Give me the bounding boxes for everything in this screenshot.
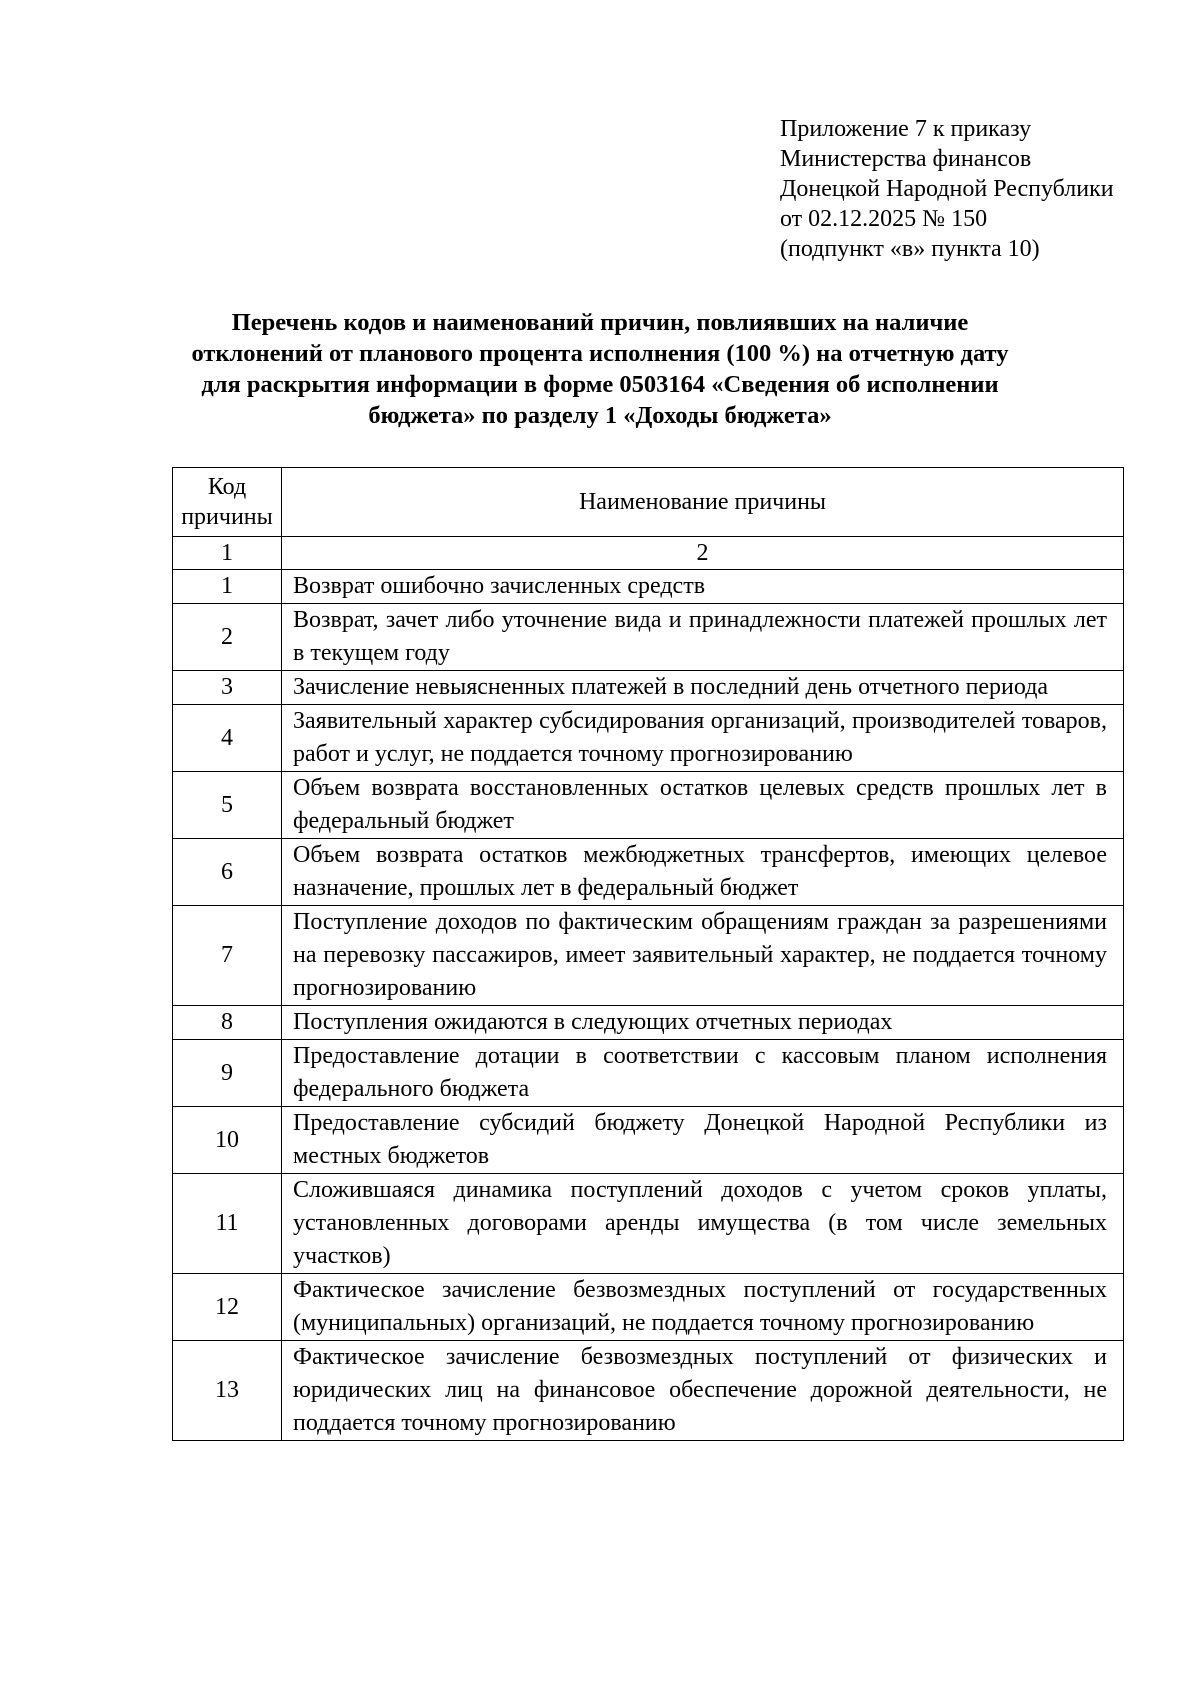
reason-name: Заявительный характер субсидирования организаций, производителей товаров, работ и услуг, не поддается точному прогнозированию	[282, 705, 1124, 772]
table-row	[173, 570, 1124, 604]
reason-code: 4	[173, 705, 282, 772]
numbering-code: 1	[173, 537, 282, 570]
numbering-name: 2	[282, 537, 1124, 570]
reason-code: 6	[173, 839, 282, 906]
appendix-line: Министерства финансов	[780, 146, 1032, 172]
reason-code: 11	[173, 1174, 282, 1274]
reason-name: Фактическое зачисление безвозмездных поступлений от государственных (муниципальных) организаций, не поддается точному прогнозированию	[282, 1274, 1124, 1341]
table-row	[173, 839, 1124, 906]
reason-code: 8	[173, 1006, 282, 1040]
header-code: Код причины	[173, 468, 282, 537]
reason-code: 5	[173, 772, 282, 839]
reason-code: 13	[173, 1341, 282, 1441]
table-row	[173, 1274, 1124, 1341]
appendix-line: от 02.12.2025 № 150	[780, 206, 988, 232]
reason-name: Сложившаяся динамика поступлений доходов с учетом сроков уплаты, установленных договорами аренды имущества (в том числе земельных участков)	[282, 1174, 1124, 1274]
reason-name: Объем возврата остатков межбюджетных трансфертов, имеющих целевое назначение, прошлых лет в федеральный бюджет	[282, 839, 1124, 906]
table-row	[173, 604, 1124, 671]
table-row	[173, 906, 1124, 1006]
table-row	[173, 1107, 1124, 1174]
reason-name: Поступление доходов по фактическим обращениям граждан за разрешениями на перевозку пассажиров, имеет заявительный характер, не поддается точному прогнозированию	[282, 906, 1124, 1006]
reasons-table	[172, 467, 1124, 1441]
appendix-block	[780, 114, 1180, 264]
reason-code: 10	[173, 1107, 282, 1174]
table-numbering-row	[173, 537, 1124, 570]
table-header-row	[173, 468, 1124, 537]
reason-name: Возврат, зачет либо уточнение вида и принадлежности платежей прошлых лет в текущем году	[282, 604, 1124, 671]
table-row	[173, 1341, 1124, 1441]
reason-code: 1	[173, 570, 282, 604]
reason-name: Объем возврата восстановленных остатков целевых средств прошлых лет в федеральный бюджет	[282, 772, 1124, 839]
reason-name: Фактическое зачисление безвозмездных поступлений от физических и юридических лиц на финансовое обеспечение дорожной деятельности, не поддается точному прогнозированию	[282, 1341, 1124, 1441]
appendix-line: Донецкой Народной Республики	[780, 176, 1114, 202]
reason-name: Поступления ожидаются в следующих отчетных периодах	[282, 1006, 1124, 1040]
reason-name: Зачисление невыясненных платежей в последний день отчетного периода	[282, 671, 1124, 705]
reason-name: Предоставление дотации в соответствии с кассовым планом исполнения федерального бюджета	[282, 1040, 1124, 1107]
reason-code: 9	[173, 1040, 282, 1107]
header-name: Наименование причины	[282, 468, 1124, 537]
table-row	[173, 1174, 1124, 1274]
reason-code: 3	[173, 671, 282, 705]
table-row	[173, 1006, 1124, 1040]
table-row	[173, 671, 1124, 705]
appendix-line: Приложение 7 к приказу	[780, 116, 1032, 142]
table-row	[173, 705, 1124, 772]
reason-code: 7	[173, 906, 282, 1006]
appendix-line: (подпункт «в» пункта 10)	[780, 236, 1040, 262]
document-title: Перечень кодов и наименований причин, повлиявших на наличие отклонений от планового процента исполнения (100 %) на отчетную дату для раскрытия информации в форме 0503164 «Сведения об исполнении бюджета» по разделу 1 «Доходы бюджета»	[191, 309, 1009, 429]
reason-name: Возврат ошибочно зачисленных средств	[282, 570, 1124, 604]
reason-code: 12	[173, 1274, 282, 1341]
table-row	[173, 1040, 1124, 1107]
table-row	[173, 772, 1124, 839]
reason-name: Предоставление субсидий бюджету Донецкой Народной Республики из местных бюджетов	[282, 1107, 1124, 1174]
reason-code: 2	[173, 604, 282, 671]
